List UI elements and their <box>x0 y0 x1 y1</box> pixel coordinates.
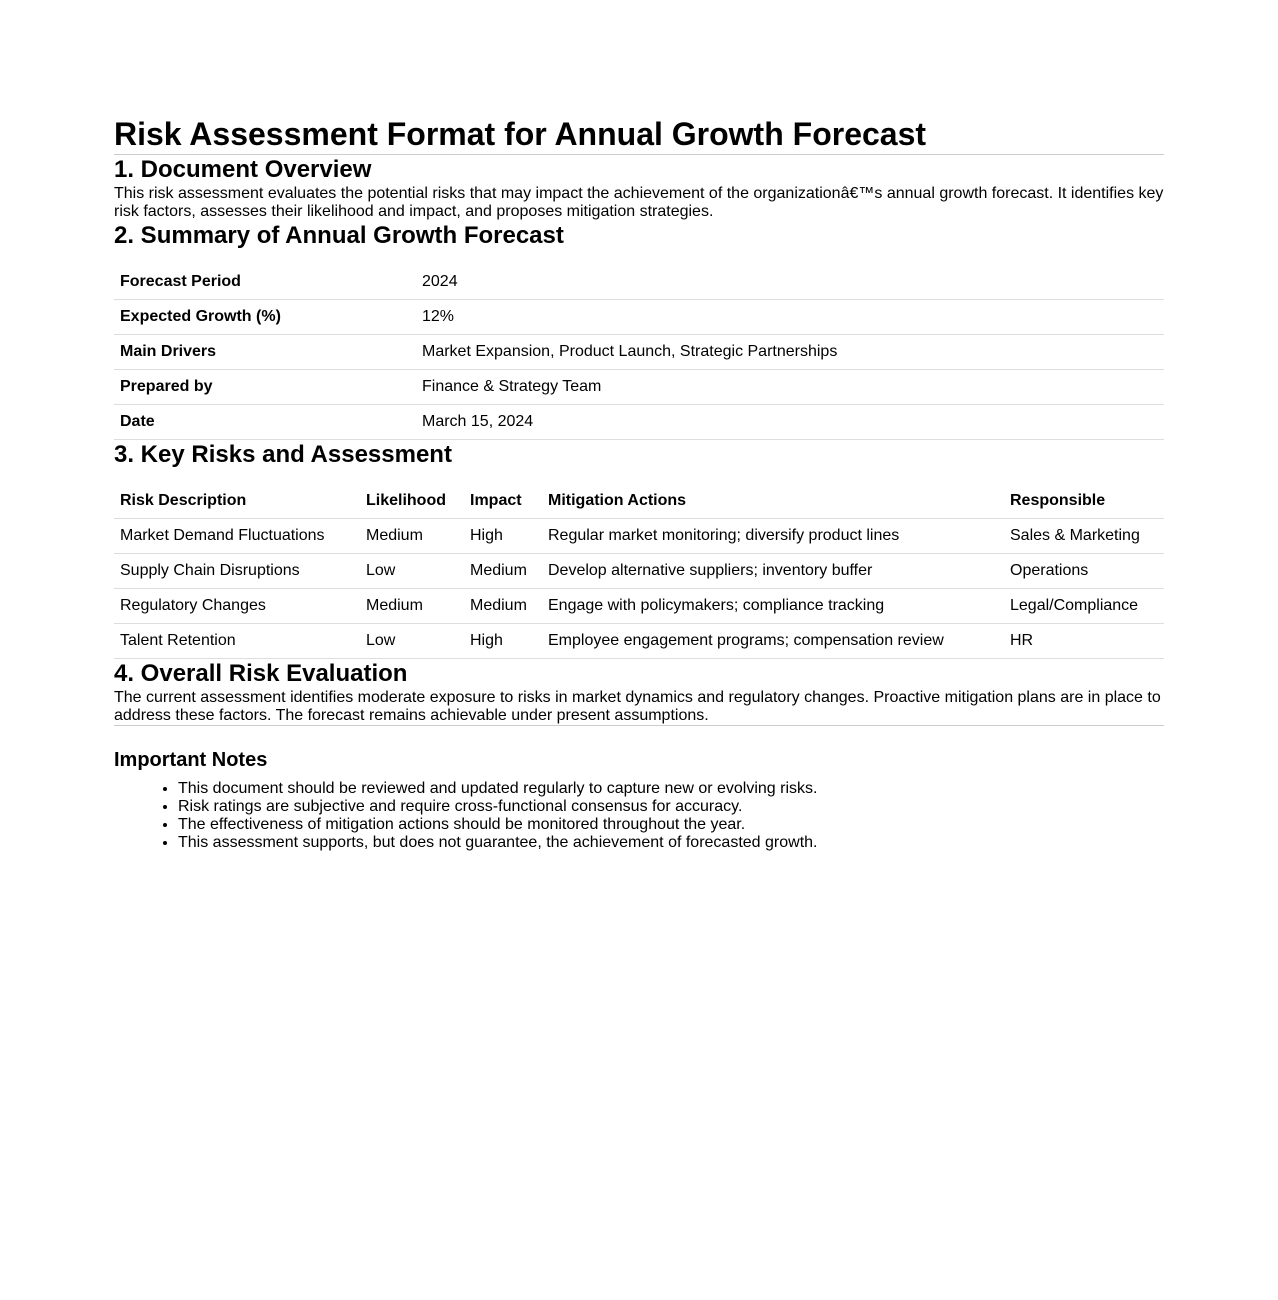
likelihood-cell: Low <box>360 624 464 659</box>
risks-table <box>114 484 1164 659</box>
summary-row <box>114 370 1164 405</box>
notes-heading: Important Notes <box>114 749 268 771</box>
table-row <box>114 519 1164 554</box>
mitigation-cell: Employee engagement programs; compensation review <box>542 624 1004 659</box>
risk-description-cell: Regulatory Changes <box>114 589 360 624</box>
column-header-mitigation-actions: Mitigation Actions <box>542 484 1004 519</box>
list-item: • This document should be reviewed and updated regularly to capture new or evolving risks. <box>178 780 1164 798</box>
overview-heading: 1. Document Overview <box>114 156 372 183</box>
mitigation-cell: Engage with policymakers; compliance tracking <box>542 589 1004 624</box>
impact-cell: Medium <box>464 589 542 624</box>
summary-heading: 2. Summary of Annual Growth Forecast <box>114 222 564 249</box>
impact-cell: High <box>464 624 542 659</box>
overview-text: This risk assessment evaluates the potential risks that may impact the achievement of the organizationâ€™s annual growth forecast. It identifies key risk factors, assesses their likelihood and impact, and proposes mitigation strategies. <box>114 185 1164 220</box>
column-header-impact: Impact <box>464 484 542 519</box>
summary-value: 12% <box>416 300 1164 335</box>
summary-row <box>114 405 1164 440</box>
summary-value: Finance & Strategy Team <box>416 370 1164 405</box>
table-row <box>114 554 1164 589</box>
summary-label: Forecast Period <box>114 265 416 300</box>
document-page <box>114 0 1164 852</box>
risk-description-cell: Supply Chain Disruptions <box>114 554 360 589</box>
risks-heading: 3. Key Risks and Assessment <box>114 441 452 468</box>
responsible-cell: HR <box>1004 624 1164 659</box>
summary-value: March 15, 2024 <box>416 405 1164 440</box>
risk-description-cell: Talent Retention <box>114 624 360 659</box>
list-item: • Risk ratings are subjective and require cross-functional consensus for accuracy. <box>178 798 1164 816</box>
evaluation-text: The current assessment identifies moderate exposure to risks in market dynamics and regulatory changes. Proactive mitigation plans are in place to address these factors. The forecast remains achievable under present assumptions. <box>114 689 1161 724</box>
responsible-cell: Sales & Marketing <box>1004 519 1164 554</box>
evaluation-heading: 4. Overall Risk Evaluation <box>114 660 408 687</box>
mitigation-cell: Regular market monitoring; diversify product lines <box>542 519 1004 554</box>
column-header-responsible: Responsible <box>1004 484 1164 519</box>
summary-value: 2024 <box>416 265 1164 300</box>
summary-row <box>114 265 1164 300</box>
summary-label: Date <box>114 405 416 440</box>
likelihood-cell: Medium <box>360 589 464 624</box>
summary-label: Expected Growth (%) <box>114 300 416 335</box>
summary-row <box>114 335 1164 370</box>
notes-list <box>114 780 1164 852</box>
summary-label: Main Drivers <box>114 335 416 370</box>
risks-table-wrapper <box>114 484 1164 659</box>
column-header-risk-description: Risk Description <box>114 484 360 519</box>
responsible-cell: Operations <box>1004 554 1164 589</box>
risks-header-row <box>114 484 1164 519</box>
list-item: • The effectiveness of mitigation actions should be monitored throughout the year. <box>178 816 1164 834</box>
table-row <box>114 624 1164 659</box>
list-item: • This assessment supports, but does not guarantee, the achievement of forecasted growth. <box>178 834 1164 852</box>
column-header-likelihood: Likelihood <box>360 484 464 519</box>
mitigation-cell: Develop alternative suppliers; inventory buffer <box>542 554 1004 589</box>
likelihood-cell: Low <box>360 554 464 589</box>
summary-table-wrapper <box>114 265 1164 440</box>
notes-divider <box>114 725 1164 726</box>
summary-table <box>114 265 1164 440</box>
responsible-cell: Legal/Compliance <box>1004 589 1164 624</box>
risk-description-cell: Market Demand Fluctuations <box>114 519 360 554</box>
likelihood-cell: Medium <box>360 519 464 554</box>
summary-label: Prepared by <box>114 370 416 405</box>
impact-cell: High <box>464 519 542 554</box>
document-title: Risk Assessment Format for Annual Growth Forecast <box>114 116 927 152</box>
impact-cell: Medium <box>464 554 542 589</box>
summary-value: Market Expansion, Product Launch, Strategic Partnerships <box>416 335 1164 370</box>
summary-row <box>114 300 1164 335</box>
table-row <box>114 589 1164 624</box>
